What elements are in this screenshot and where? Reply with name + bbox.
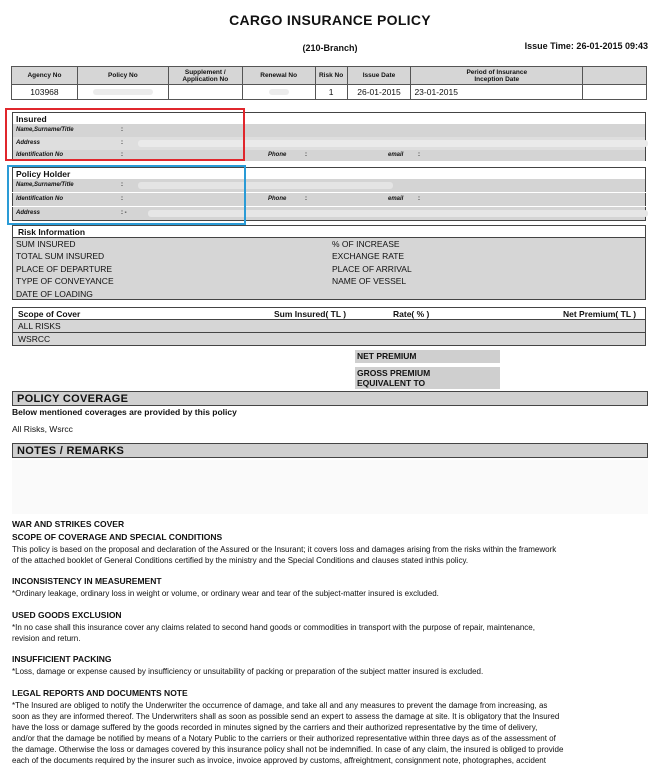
percent-increase-label: % OF INCREASE [332,239,400,249]
date-of-loading-label: DATE OF LOADING [16,289,93,299]
legal-text-5: the damage. Otherwise the loss or damages covered by this insurance policy shall not be indemnified. In case of any claim, the insured is obliged to provide [12,745,564,754]
used-goods-text-2: revision and return. [12,634,81,643]
scope-coverage-heading: SCOPE OF COVERAGE AND SPECIAL CONDITIONS [12,532,223,542]
notes-content-area [12,460,648,514]
gross-premium-line2: EQUIVALENT TO [357,378,426,388]
colon: : [121,182,123,188]
scope-coverage-text-1: This policy is based on the proposal and declaration of the Assured or the Insurant; it covers loss and damages arising from the risks within the framework [12,545,557,554]
legal-text-6: each of the documents required by the insurer such as invoice, invoice approved by customs, affreightment, consignment note, photographes, accident [12,756,546,765]
col-supplement: Supplement / Application No [168,67,242,85]
legal-text-3: have the loss or damage suffered by the goods recorded in minutes signed by the carriers and their authorized representative by the time of delivery, [12,723,538,732]
branch-label: (210-Branch) [302,43,358,53]
col-renewal-no: Renewal No [242,67,315,85]
policy-coverage-heading: POLICY COVERAGE [12,391,648,406]
insured-email-label: email [388,152,404,158]
type-of-conveyance-label: TYPE OF CONVEYANCE [16,276,114,286]
rate-col-label: Rate( % ) [393,309,430,319]
notes-heading: NOTES / REMARKS [12,443,648,458]
inconsistency-heading: INCONSISTENCY IN MEASUREMENT [12,576,162,586]
colon: : [121,196,123,202]
net-premium-label: NET PREMIUM [355,350,500,363]
col-policy-no: Policy No [77,67,168,85]
policy-no-value [77,85,168,100]
policy-holder-highlight-box [7,165,246,225]
policy-info-table [11,66,647,100]
col-period: Period of Insurance Inception Date [411,67,583,85]
gross-premium-line1: GROSS PREMIUM [357,368,431,378]
colon: : [121,140,123,146]
sum-insured-col-label: Sum Insured( TL ) [274,309,347,319]
coverage-text: All Risks, Wsrcc [12,424,73,434]
colon: : [121,127,123,133]
gross-premium-label [355,367,500,389]
war-strikes-heading: WAR AND STRIKES COVER [12,519,125,529]
total-sum-insured-label: TOTAL SUM INSURED [16,251,105,261]
used-goods-heading: USED GOODS EXCLUSION [12,610,122,620]
policy-holder-heading: Policy Holder [12,167,646,179]
colon: : [305,196,307,202]
legal-text-4: and/or that the damage be notified by means of a Notary Public to the carriers or their authorized representative within three days as of the assessment of [12,734,556,743]
col-agency-no: Agency No [12,67,78,85]
legal-reports-heading: LEGAL REPORTS AND DOCUMENTS NOTE [12,688,188,698]
legal-text-1: *The Insured are obliged to notify the Underwriter the occurrence of damage, and take all and any measures to prevent the damage from increasing, as [12,701,548,710]
extra-value [583,85,647,100]
insufficient-packing-heading: INSUFFICIENT PACKING [12,654,112,664]
inconsistency-text: *Ordinary leakage, ordinary loss in weight or volume, or ordinary wear and tear of the subject-matter insured is excluded. [12,589,439,598]
holder-address-label: Address [16,210,41,216]
insured-id-label: Identification No [16,152,63,158]
insured-highlight-box [5,108,245,161]
risk-no-value: 1 [315,85,347,100]
exchange-rate-label: EXCHANGE RATE [332,251,405,261]
sum-insured-label: SUM INSURED [16,239,76,249]
risk-info-heading: Risk Information [12,225,646,238]
insured-address-label: Address [16,140,41,146]
col-issue-date: Issue Date [347,67,411,85]
col-extra [583,67,647,85]
used-goods-text-1: *In no case shall this insurance cover any claims related to second hand goods or commodities in transport with the purpose of repair, maintenance, [12,623,535,632]
issue-time: Issue Time: 26-01-2015 09:43 [524,41,648,51]
colon: : [305,152,307,158]
colon: : [121,152,123,158]
holder-phone-label: Phone [268,196,287,202]
document-title: CARGO INSURANCE POLICY [229,12,431,28]
renewal-value [242,85,315,100]
risk-info-body [12,238,646,300]
insured-name-label: Name,Surname/Title [16,127,74,133]
table-row [12,85,647,100]
table-header-row [12,67,647,85]
scope-col-label: Scope of Cover [18,309,81,319]
scope-coverage-text-2: of the attached booklet of General Conditions certified by the ministry and the Special Conditions and clauses stated inthis policy. [12,556,469,565]
colon: : [418,196,420,202]
place-of-departure-label: PLACE OF DEPARTURE [16,264,113,274]
coverage-subheading: Below mentioned coverages are provided by this policy [12,407,237,417]
holder-id-label: Identification No [16,196,63,202]
inception-date-value: 23-01-2015 [411,85,583,100]
insured-heading: Insured [12,112,646,124]
col-risk-no: Risk No [315,67,347,85]
scope-row-wsrcc: WSRCC [12,333,646,346]
insufficient-packing-text: *Loss, damage or expense caused by insufficiency or unsuitability of packing or preparation of the subject matter insured is excluded. [12,667,484,676]
place-of-arrival-label: PLACE OF ARRIVAL [332,264,412,274]
insured-phone-label: Phone [268,152,287,158]
agency-no-value: 103968 [12,85,78,100]
supplement-value [168,85,242,100]
net-premium-col-label: Net Premium( TL ) [563,309,637,319]
holder-email-label: email [388,196,404,202]
scope-header [12,307,646,320]
colon: : - [121,210,127,216]
colon: : [418,152,420,158]
legal-text-2: soon as they are informed thereof. The Underwriters shall as soon as possible send an expert to assess the damage at site. It is obligatory that the Insured [12,712,560,721]
issue-date-value: 26-01-2015 [347,85,411,100]
scope-row-all-risks: ALL RISKS [12,320,646,333]
name-of-vessel-label: NAME OF VESSEL [332,276,407,286]
holder-name-label: Name,Surname/Title [16,182,74,188]
